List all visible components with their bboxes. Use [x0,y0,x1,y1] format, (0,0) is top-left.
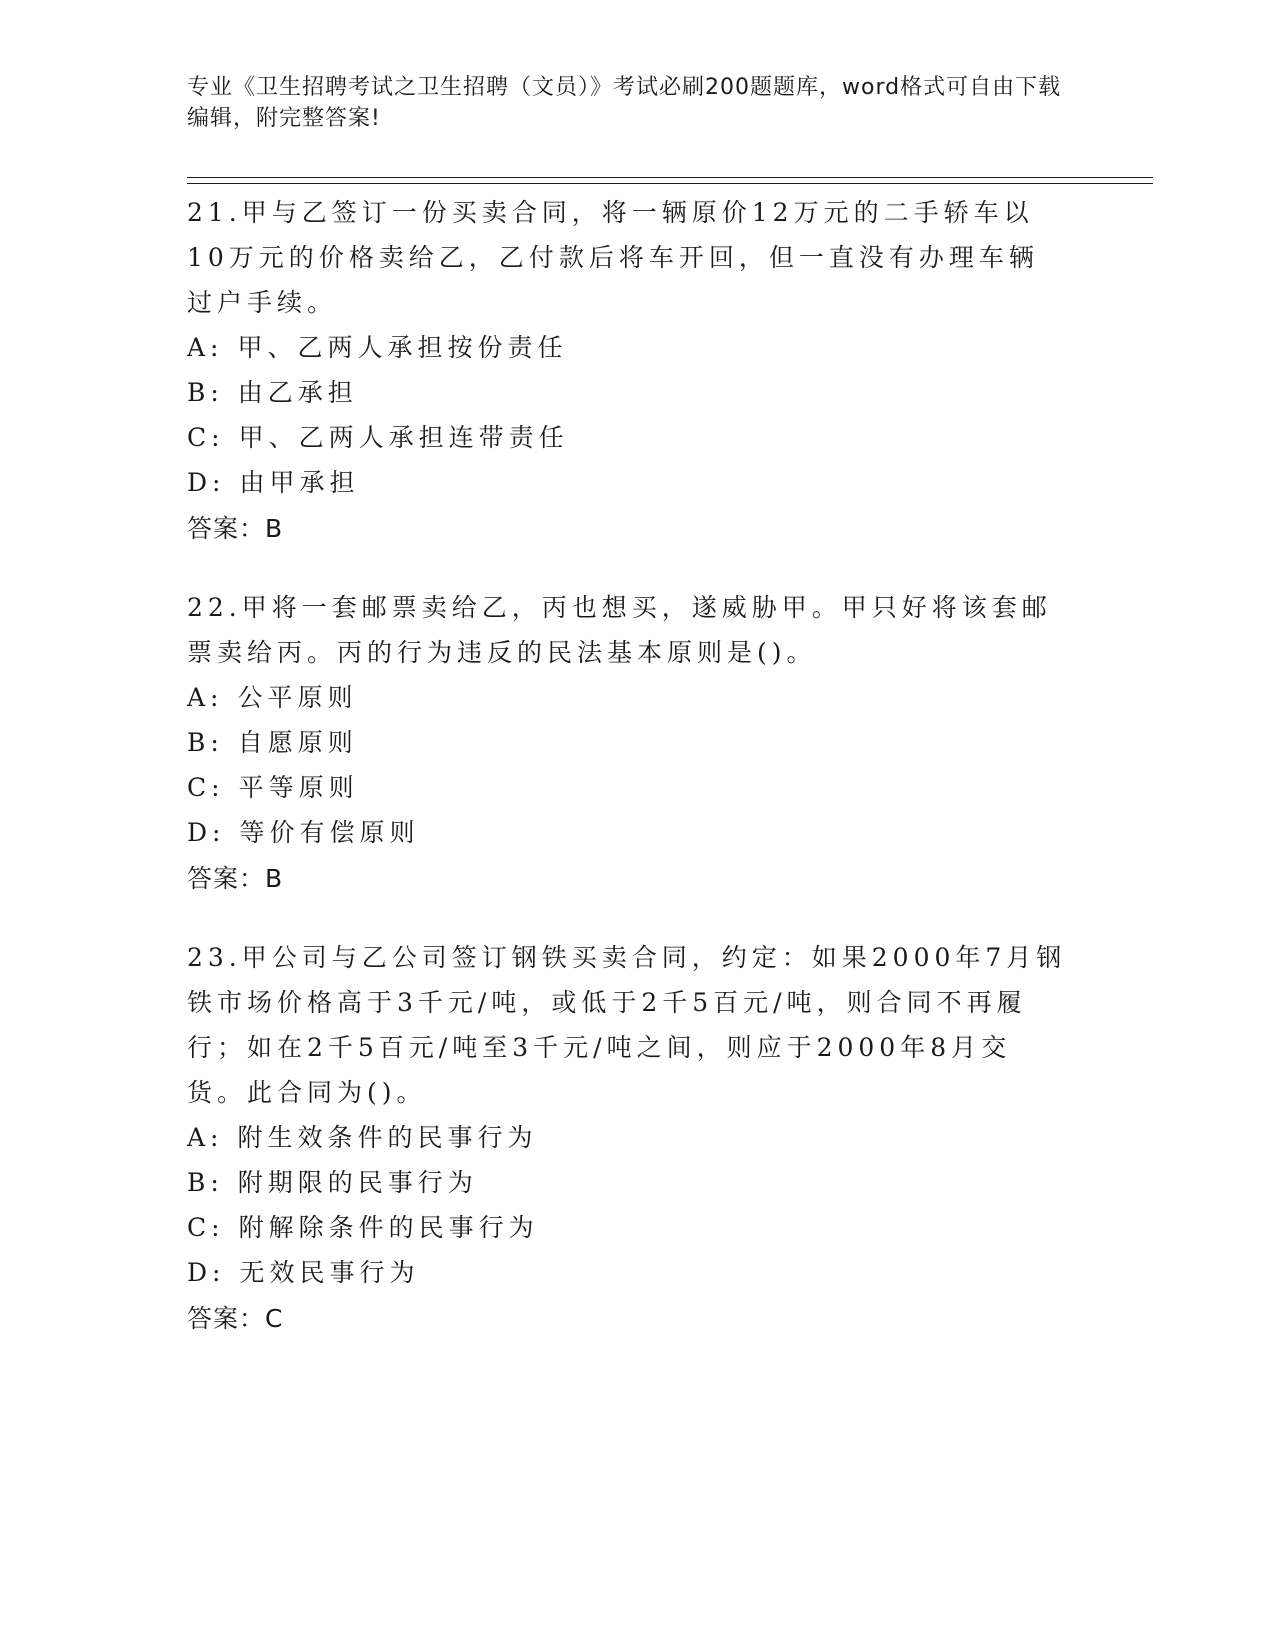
option-letter: D: [187,818,226,847]
option-letter: C: [187,1213,225,1242]
option-letter: D: [187,1258,226,1287]
option-letter: D: [187,468,226,497]
option-text: 甲、乙两人承担按份责任 [237,333,568,362]
option-a [187,325,1067,370]
header-rule-bottom [187,183,1153,184]
option-letter: B: [187,728,224,757]
option-c [187,765,1067,810]
header-rule-top [187,177,1153,178]
option-text: 平等原则 [238,773,359,802]
option-text: 自愿原则 [237,728,358,757]
option-c [187,1205,1067,1250]
option-c [187,415,1067,460]
option-letter: A: [187,1123,224,1152]
answer-line: 答案：B [187,864,284,893]
option-d [187,1250,1067,1295]
question-stem: 21.甲与乙签订一份买卖合同，将一辆原价12万元的二手轿车以10万元的价格卖给乙，乙付款后将车开回，但一直没有办理车辆过户手续。 [187,198,1039,317]
question-item [187,190,1067,551]
option-text: 无效民事行为 [239,1258,420,1287]
option-d [187,810,1067,855]
answer-line: 答案：B [187,514,284,543]
option-a [187,675,1067,720]
option-b [187,1160,1067,1205]
option-text: 由乙承担 [237,378,358,407]
option-b [187,720,1067,765]
option-text: 附期限的民事行为 [237,1168,478,1197]
answer-line: 答案：C [187,1304,284,1333]
option-letter: B: [187,1168,224,1197]
document-header: 专业《卫生招聘考试之卫生招聘（文员）》考试必刷200题题库，word格式可自由下载编辑，附完整答案! [187,75,1062,131]
option-text: 甲、乙两人承担连带责任 [238,423,569,452]
option-letter: A: [187,333,224,362]
question-stem: 22.甲将一套邮票卖给乙，丙也想买，遂威胁甲。甲只好将该套邮票卖给丙。丙的行为违反的民法基本原则是()。 [187,593,1052,667]
question-list [187,190,1067,1375]
question-stem: 23.甲公司与乙公司签订钢铁买卖合同，约定：如果2000年7月钢铁市场价格高于3千元/吨，或低于2千5百元/吨，则合同不再履行；如在2千5百元/吨至3千元/吨之间，则应于2000年8月交货。此合同为()。 [187,943,1067,1107]
option-text: 公平原则 [237,683,358,712]
option-letter: A: [187,683,224,712]
option-d [187,460,1067,505]
question-item [187,935,1067,1341]
option-letter: B: [187,378,224,407]
option-letter: C: [187,423,225,452]
option-b [187,370,1067,415]
option-text: 附解除条件的民事行为 [238,1213,539,1242]
option-letter: C: [187,773,225,802]
option-text: 附生效条件的民事行为 [237,1123,538,1152]
option-a [187,1115,1067,1160]
question-item [187,585,1067,901]
option-text: 由甲承担 [239,468,360,497]
option-text: 等价有偿原则 [239,818,420,847]
